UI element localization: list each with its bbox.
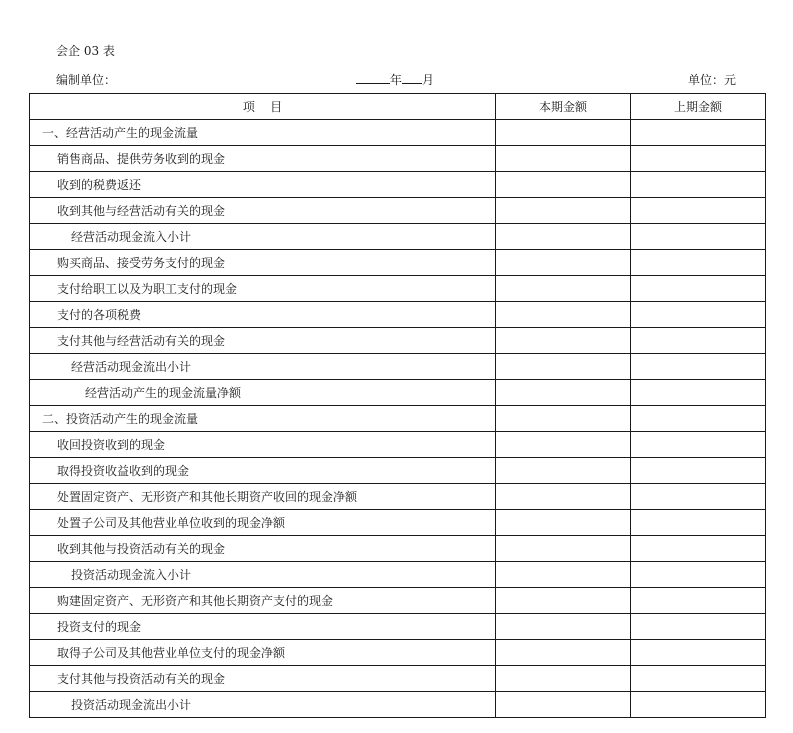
current-period-amount-cell[interactable] (496, 354, 631, 380)
table-row (30, 276, 766, 302)
prior-period-amount-cell[interactable] (631, 172, 766, 198)
current-period-amount-cell[interactable] (496, 640, 631, 666)
table-row (30, 302, 766, 328)
prior-period-amount-cell[interactable] (631, 562, 766, 588)
line-item-label: 处置子公司及其他营业单位收到的现金净额 (30, 510, 496, 536)
line-item-label: 购建固定资产、无形资产和其他长期资产支付的现金 (30, 588, 496, 614)
line-item-label: 投资活动现金流出小计 (30, 692, 496, 718)
prior-period-amount-cell[interactable] (631, 484, 766, 510)
line-item-label: 支付的各项税费 (30, 302, 496, 328)
table-row (30, 380, 766, 406)
table-header-row (30, 94, 766, 120)
line-item-label: 投资支付的现金 (30, 614, 496, 640)
line-item-label: 投资活动现金流入小计 (30, 562, 496, 588)
line-item-label: 支付其他与经营活动有关的现金 (30, 328, 496, 354)
table-row (30, 146, 766, 172)
current-period-amount-cell[interactable] (496, 146, 631, 172)
line-item-label: 处置固定资产、无形资产和其他长期资产收回的现金净额 (30, 484, 496, 510)
current-period-amount-cell[interactable] (496, 562, 631, 588)
table-row (30, 432, 766, 458)
cash-flow-statement-table (29, 93, 766, 718)
current-period-amount-cell[interactable] (496, 666, 631, 692)
current-period-amount-cell[interactable] (496, 224, 631, 250)
line-item-label: 收到其他与投资活动有关的现金 (30, 536, 496, 562)
current-period-amount-cell[interactable] (496, 432, 631, 458)
prior-period-amount-cell[interactable] (631, 536, 766, 562)
current-period-amount-cell[interactable] (496, 250, 631, 276)
month-blank[interactable] (402, 71, 422, 84)
currency-unit-label: 单位：元 (687, 73, 736, 87)
prior-period-amount-cell[interactable] (631, 510, 766, 536)
prior-period-amount-cell[interactable] (631, 354, 766, 380)
current-period-amount-cell[interactable] (496, 458, 631, 484)
line-item-label: 收到的税费返还 (30, 172, 496, 198)
reporting-entity-label: 编制单位： (56, 73, 117, 87)
current-period-amount-cell[interactable] (496, 406, 631, 432)
prior-period-amount-cell[interactable] (631, 406, 766, 432)
prior-period-amount-cell[interactable] (631, 250, 766, 276)
column-header-item: 项 目 (30, 94, 496, 120)
line-item-label: 支付其他与投资活动有关的现金 (30, 666, 496, 692)
prior-period-amount-cell[interactable] (631, 614, 766, 640)
table-row (30, 458, 766, 484)
table-row (30, 354, 766, 380)
prior-period-amount-cell[interactable] (631, 640, 766, 666)
prior-period-amount-cell[interactable] (631, 458, 766, 484)
line-item-label: 经营活动现金流出小计 (30, 354, 496, 380)
year-blank[interactable] (356, 71, 390, 84)
table-row (30, 614, 766, 640)
current-period-amount-cell[interactable] (496, 536, 631, 562)
table-row (30, 588, 766, 614)
line-item-label: 购买商品、接受劳务支付的现金 (30, 250, 496, 276)
report-period (356, 71, 434, 88)
year-suffix: 年 (390, 73, 403, 87)
line-item-label: 取得投资收益收到的现金 (30, 458, 496, 484)
current-period-amount-cell[interactable] (496, 588, 631, 614)
current-period-amount-cell[interactable] (496, 328, 631, 354)
table-row (30, 692, 766, 718)
table-row (30, 328, 766, 354)
prior-period-amount-cell[interactable] (631, 380, 766, 406)
line-item-label: 支付给职工以及为职工支付的现金 (30, 276, 496, 302)
prior-period-amount-cell[interactable] (631, 666, 766, 692)
prior-period-amount-cell[interactable] (631, 198, 766, 224)
table-row (30, 224, 766, 250)
prior-period-amount-cell[interactable] (631, 588, 766, 614)
table-row (30, 172, 766, 198)
table-row (30, 536, 766, 562)
table-row (30, 562, 766, 588)
line-item-label: 收回投资收到的现金 (30, 432, 496, 458)
prior-period-amount-cell[interactable] (631, 146, 766, 172)
current-period-amount-cell[interactable] (496, 172, 631, 198)
line-item-label: 销售商品、提供劳务收到的现金 (30, 146, 496, 172)
current-period-amount-cell[interactable] (496, 692, 631, 718)
table-row (30, 510, 766, 536)
current-period-amount-cell[interactable] (496, 302, 631, 328)
column-header-current-period: 本期金额 (496, 94, 631, 120)
report-meta-row (56, 71, 736, 87)
table-body (30, 120, 766, 718)
line-item-label: 经营活动产生的现金流量净额 (30, 380, 496, 406)
line-item-label: 取得子公司及其他营业单位支付的现金净额 (30, 640, 496, 666)
table-row (30, 198, 766, 224)
form-code: 会企 03 表 (56, 44, 115, 58)
current-period-amount-cell[interactable] (496, 120, 631, 146)
prior-period-amount-cell[interactable] (631, 692, 766, 718)
current-period-amount-cell[interactable] (496, 614, 631, 640)
prior-period-amount-cell[interactable] (631, 432, 766, 458)
current-period-amount-cell[interactable] (496, 484, 631, 510)
current-period-amount-cell[interactable] (496, 198, 631, 224)
prior-period-amount-cell[interactable] (631, 120, 766, 146)
current-period-amount-cell[interactable] (496, 380, 631, 406)
table-row (30, 406, 766, 432)
line-item-label: 收到其他与经营活动有关的现金 (30, 198, 496, 224)
prior-period-amount-cell[interactable] (631, 276, 766, 302)
current-period-amount-cell[interactable] (496, 276, 631, 302)
month-suffix: 月 (422, 73, 435, 87)
table-row (30, 484, 766, 510)
column-header-prior-period: 上期金额 (631, 94, 766, 120)
table-row (30, 250, 766, 276)
current-period-amount-cell[interactable] (496, 510, 631, 536)
line-item-label: 经营活动现金流入小计 (30, 224, 496, 250)
prior-period-amount-cell[interactable] (631, 302, 766, 328)
table-row (30, 640, 766, 666)
prior-period-amount-cell[interactable] (631, 224, 766, 250)
table-row (30, 120, 766, 146)
table-row (30, 666, 766, 692)
line-item-label: 一、经营活动产生的现金流量 (30, 120, 496, 146)
prior-period-amount-cell[interactable] (631, 328, 766, 354)
line-item-label: 二、投资活动产生的现金流量 (30, 406, 496, 432)
